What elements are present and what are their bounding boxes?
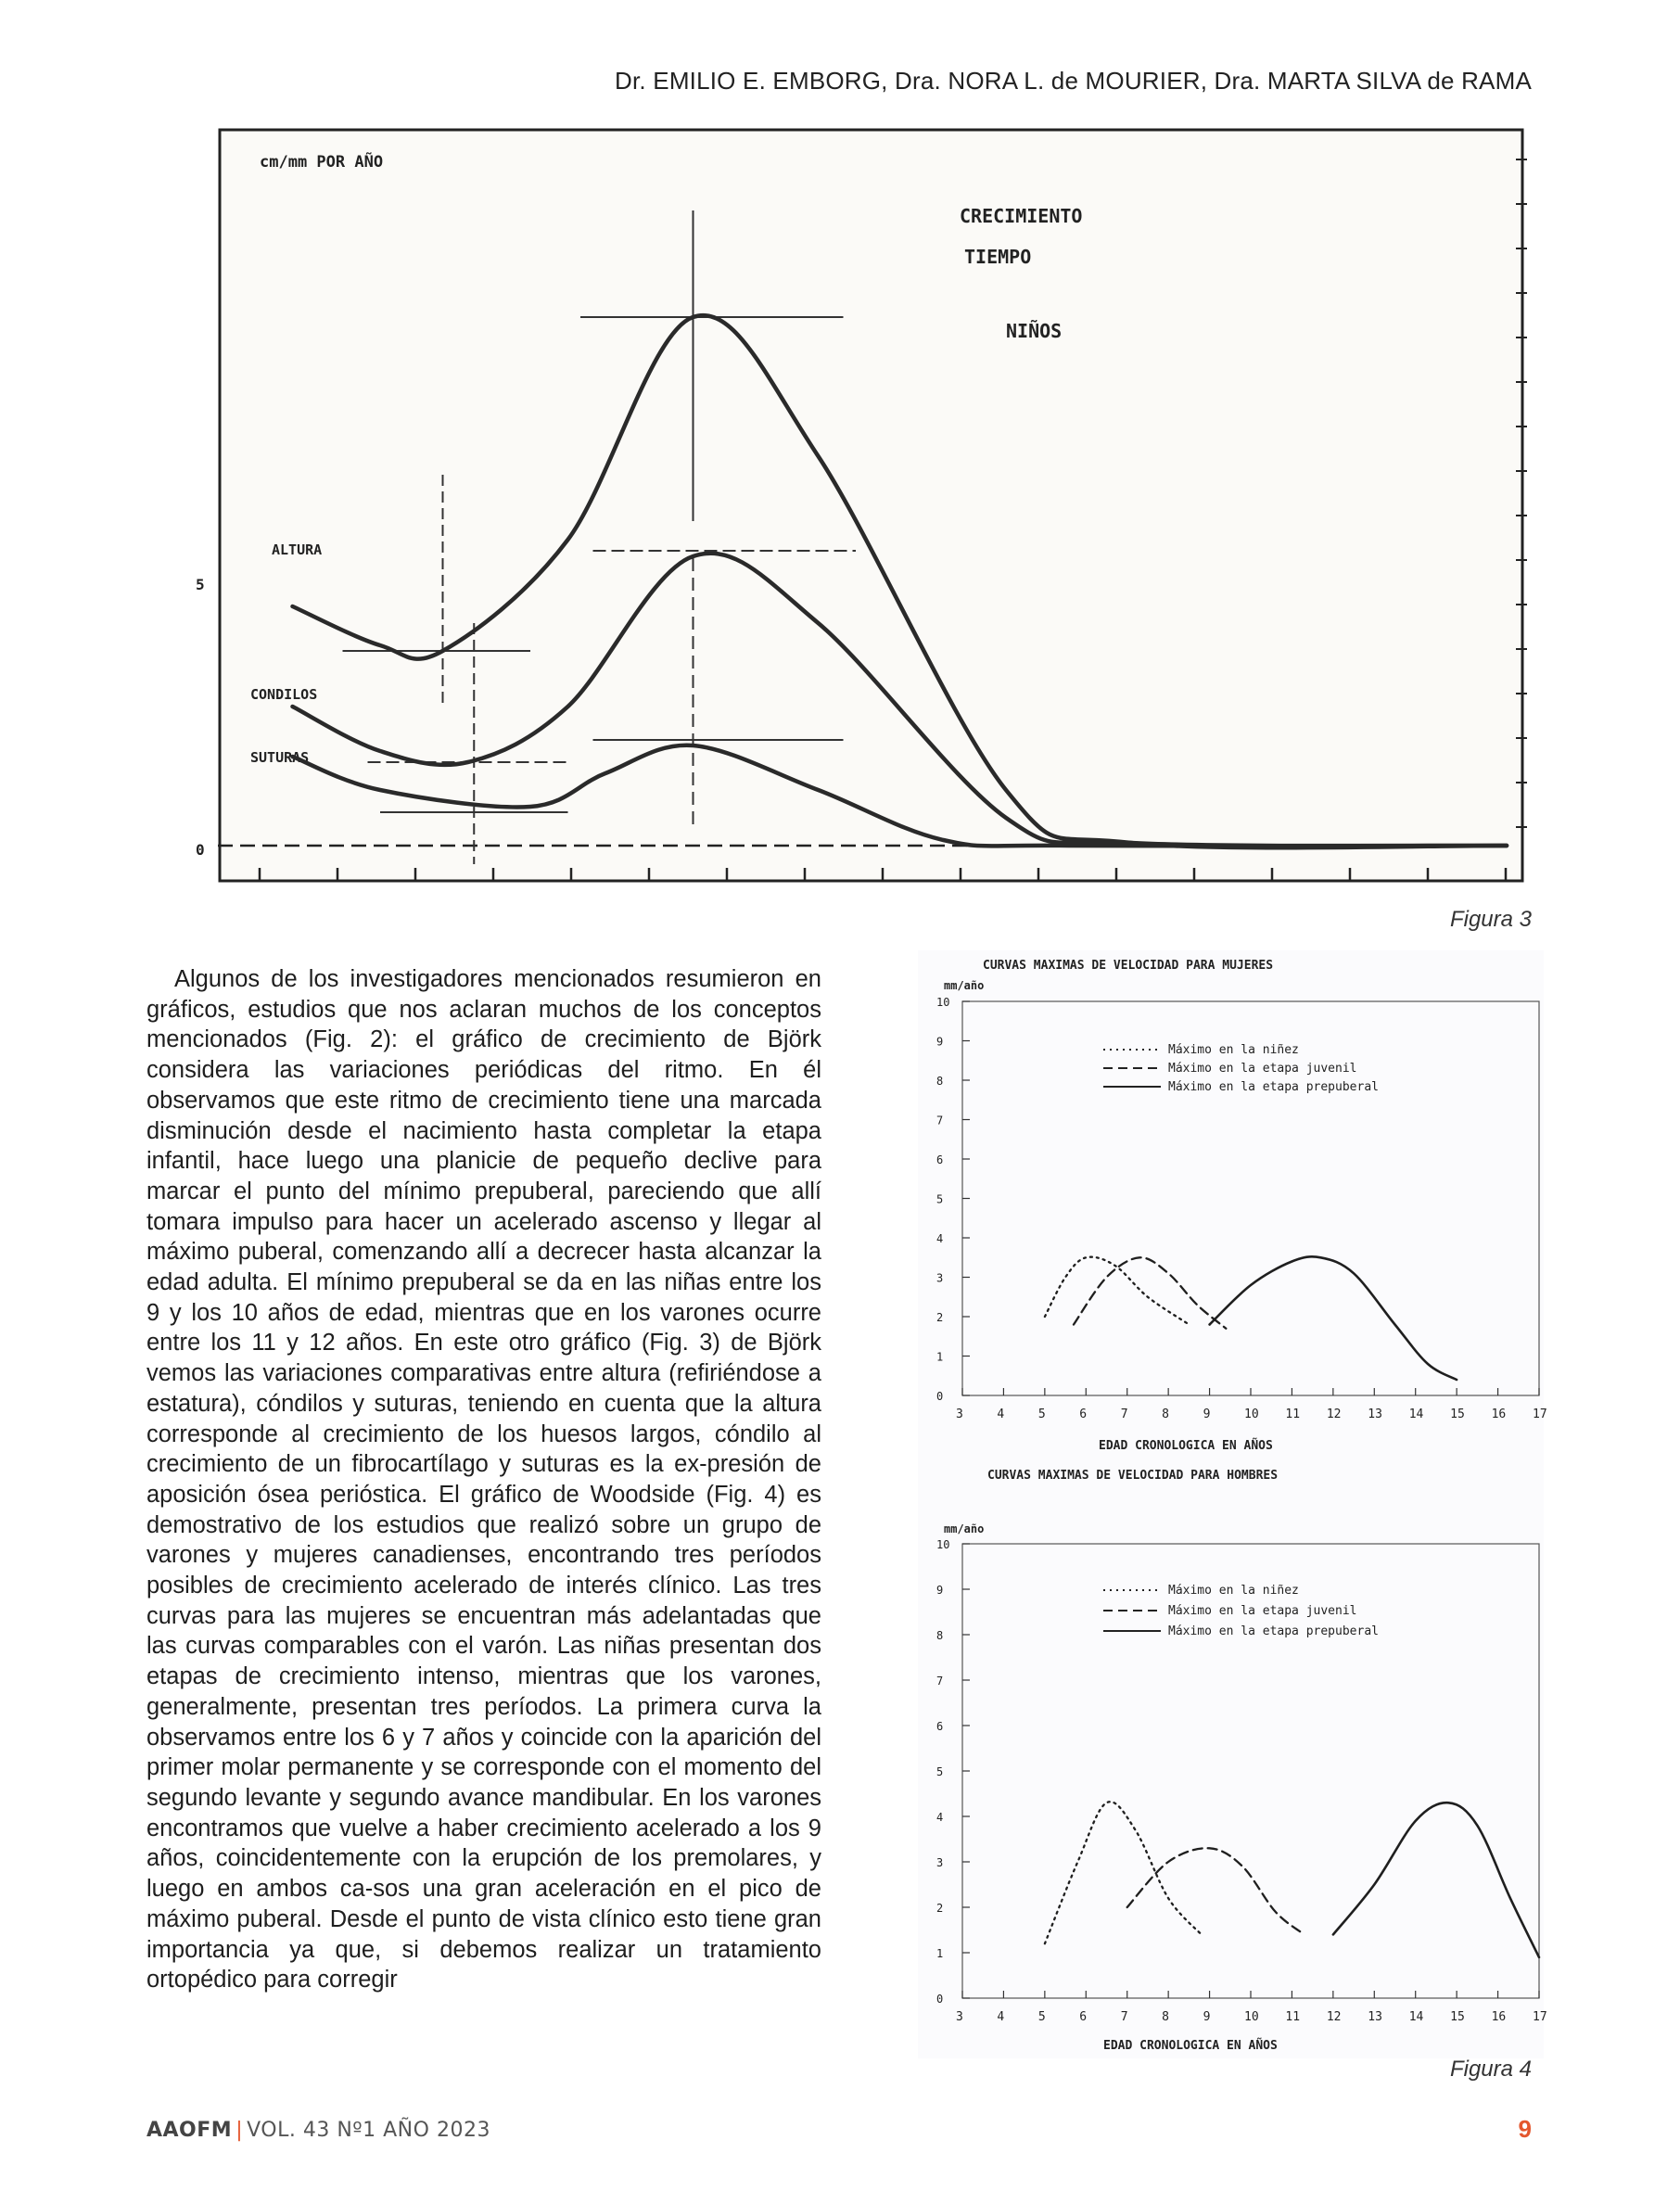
f4-top-x-tick-label: 11	[1285, 1408, 1301, 1421]
f4-top-x-tick-label: 12	[1326, 1408, 1342, 1421]
f4-top-y-tick-label: 0	[936, 1390, 944, 1403]
f4-bottom-x-tick-label: 13	[1368, 2010, 1382, 2024]
f4-top-x-tick-label: 14	[1408, 1408, 1424, 1421]
fig4-bottom-legend-1: Máximo en la niñez	[1168, 1584, 1299, 1598]
running-header: Dr. EMILIO E. EMBORG, Dra. NORA L. de MOURIER, Dra. MARTA SILVA de RAMA	[615, 67, 1532, 95]
figure-3-label-condilos: CONDILOS	[250, 686, 318, 703]
f4-bottom-y-tick-label: 6	[936, 1720, 944, 1733]
f4-bottom-y-tick-label: 3	[936, 1856, 944, 1869]
f4-bottom-y-tick-label: 5	[936, 1765, 944, 1778]
f4-bottom-x-tick-label: 9	[1203, 2010, 1211, 2024]
f4-top-y-tick-label: 6	[936, 1153, 944, 1166]
f4-bottom-y-tick-label: 10	[936, 1538, 950, 1551]
f4-top-x-tick-label: 7	[1120, 1408, 1128, 1421]
fig4-top-legend-1: Máximo en la niñez	[1168, 1043, 1299, 1057]
f4-bottom-y-tick-label: 4	[936, 1811, 944, 1824]
f4-top-y-tick-label: 5	[936, 1192, 944, 1206]
f4-bottom-x-tick-label: 10	[1244, 2010, 1259, 2024]
fig4-bottom-legend-2: Máximo en la etapa juvenil	[1168, 1604, 1357, 1618]
footer-journal: AAOFM	[146, 2119, 233, 2142]
body-paragraph: Algunos de los investigadores mencionados resumieron en gráficos, estudios que nos aclaran muchos de los conceptos mencionados (Fig. 2): el gráfico de crecimiento de Björk considera las variaciones periódicas del ritmo. En él observamos que este ritmo de crecimiento tiene una marcada disminución desde el nacimiento hasta completar la etapa infantil, hace luego una planicie de pequeño declive para marcar el punto del mínimo prepuberal, pareciendo que allí tomara impulso para hacer un acelerado ascenso y llegar al máximo puberal, comenzando allí a decrecer hasta alcanzar la edad adulta. El mínimo prepuberal se da en las niñas entre los 9 y los 10 años de edad, mientras que en los varones ocurre entre los 11 y 12 años. En este otro gráfico (Fig. 3) de Björk vemos las variaciones comparativas entre altura (refiriéndose a estatura), cóndilos y suturas, teniendo en cuenta que la altura corresponde al crecimiento de los huesos largos, cóndilo al crecimiento de un fibrocartílago y suturas es la ex-presión de aposición ósea perióstica. El gráfico de Woodside (Fig. 4) es demostrativo de los estudios que realizó sobre un grupo de varones y mujeres canadienses, encontrando tres períodos posibles de crecimiento acelerado de interés clínico. Las tres curvas para las mujeres se encuentran más adelantadas que las curvas comparables con el varón. Las niñas presentan dos etapas de crecimiento intenso, mientras que los varones, generalmente, presentan tres períodos. La primera curva la observamos entre los 6 y 7 años y coincide con la aparición del primer molar permanente y se corresponde con el momento del segundo levante y segundo avance mandibular. En los varones encontramos que vuelve a haber crecimiento acelerado a los 9 años, coincidentemente con la erupción de los premolares, y luego en ambos ca-sos una gran aceleración en el pico de máximo puberal. Desde el punto de vista clínico esto tiene gran importancia ya que, si debemos realizar un tratamiento ortopédico para corregir	[146, 966, 821, 1994]
figure-3-title-line-2: TIEMPO	[964, 246, 1032, 268]
figure-3-y-tick-0: 0	[196, 841, 205, 859]
f4-bottom-x-tick-label: 3	[956, 2010, 963, 2024]
f4-top-x-tick-label: 6	[1079, 1408, 1088, 1421]
f4-bottom-x-tick-label: 16	[1491, 2010, 1507, 2024]
fig4-top-title: CURVAS MAXIMAS DE VELOCIDAD PARA MUJERES	[983, 959, 1274, 973]
f4-bottom-x-tick-label: 17	[1533, 2010, 1547, 2024]
fig4-bottom-unit: mm/año	[944, 1522, 985, 1535]
figure-3-caption: Figura 3	[1449, 907, 1532, 932]
f4-top-x-tick-label: 10	[1244, 1408, 1259, 1421]
f4-top-x-tick-label: 16	[1491, 1408, 1507, 1421]
f4-top-x-tick-label: 8	[1162, 1408, 1169, 1421]
body-text	[146, 964, 821, 1995]
fig4-top-xlabel: EDAD CRONOLOGICA EN AÑOS	[1099, 1439, 1273, 1453]
footer-separator: |	[235, 2119, 244, 2142]
f4-bottom-x-tick-label: 12	[1326, 2010, 1342, 2024]
footer	[146, 2119, 490, 2142]
figure-3-y-tick-5: 5	[196, 576, 205, 593]
f4-top-y-tick-label: 1	[936, 1350, 944, 1364]
f4-bottom-x-tick-label: 15	[1450, 2010, 1465, 2024]
f4-top-x-tick-label: 9	[1203, 1408, 1211, 1421]
f4-top-x-tick-label: 5	[1037, 1408, 1046, 1421]
f4-bottom-y-tick-label: 1	[936, 1947, 944, 1960]
figure-3-title-line-3: NIÑOS	[1006, 320, 1063, 342]
f4-top-x-tick-label: 3	[956, 1408, 963, 1421]
f4-bottom-x-tick-label: 4	[997, 2010, 1005, 2024]
f4-top-x-tick-label: 15	[1450, 1408, 1465, 1421]
figure-3-title-line-1: CRECIMIENTO	[960, 205, 1083, 227]
page-number: 9	[1518, 2115, 1532, 2143]
fig4-bottom-legend-3: Máximo en la etapa prepuberal	[1168, 1624, 1379, 1638]
f4-bottom-x-tick-label: 8	[1162, 2010, 1169, 2024]
figure-3-chart	[196, 122, 1534, 901]
f4-top-x-tick-label: 13	[1368, 1408, 1382, 1421]
f4-top-x-tick-label: 17	[1533, 1408, 1547, 1421]
figure-3-y-axis-label: cm/mm POR AÑO	[260, 153, 384, 172]
figure-3-label-altura: ALTURA	[272, 541, 323, 558]
figure-4-chart	[918, 950, 1547, 2063]
fig4-top-legend-2: Máximo en la etapa juvenil	[1168, 1062, 1357, 1076]
f4-bottom-x-tick-label: 11	[1285, 2010, 1301, 2024]
footer-volume: VOL. 43 Nº1 AÑO 2023	[247, 2119, 490, 2142]
fig4-top-legend-3: Máximo en la etapa prepuberal	[1168, 1080, 1379, 1094]
f4-top-y-tick-label: 10	[936, 996, 950, 1009]
figure-3-label-suturas: SUTURAS	[250, 749, 310, 766]
f4-top-y-tick-label: 2	[936, 1311, 944, 1324]
f4-bottom-y-tick-label: 9	[936, 1584, 944, 1597]
f4-top-x-tick-label: 4	[997, 1408, 1005, 1421]
f4-bottom-y-tick-label: 8	[936, 1629, 944, 1642]
f4-bottom-x-tick-label: 6	[1079, 2010, 1088, 2024]
f4-top-y-tick-label: 4	[936, 1232, 944, 1245]
f4-top-y-tick-label: 7	[936, 1114, 944, 1127]
f4-bottom-x-tick-label: 7	[1120, 2010, 1128, 2024]
f4-bottom-y-tick-label: 0	[936, 1993, 944, 2006]
f4-top-y-tick-label: 9	[936, 1035, 944, 1049]
f4-bottom-y-tick-label: 2	[936, 1902, 944, 1915]
f4-bottom-x-tick-label: 14	[1408, 2010, 1424, 2024]
f4-top-y-tick-label: 3	[936, 1271, 944, 1285]
fig4-bottom-title: CURVAS MAXIMAS DE VELOCIDAD PARA HOMBRES	[987, 1469, 1279, 1483]
figure-4-caption: Figura 4	[1449, 2057, 1532, 2082]
f4-bottom-y-tick-label: 7	[936, 1675, 944, 1688]
f4-top-y-tick-label: 8	[936, 1075, 944, 1088]
f4-bottom-x-tick-label: 5	[1037, 2010, 1046, 2024]
fig4-bottom-xlabel: EDAD CRONOLOGICA EN AÑOS	[1103, 2039, 1278, 2053]
fig4-top-unit: mm/año	[944, 979, 985, 992]
